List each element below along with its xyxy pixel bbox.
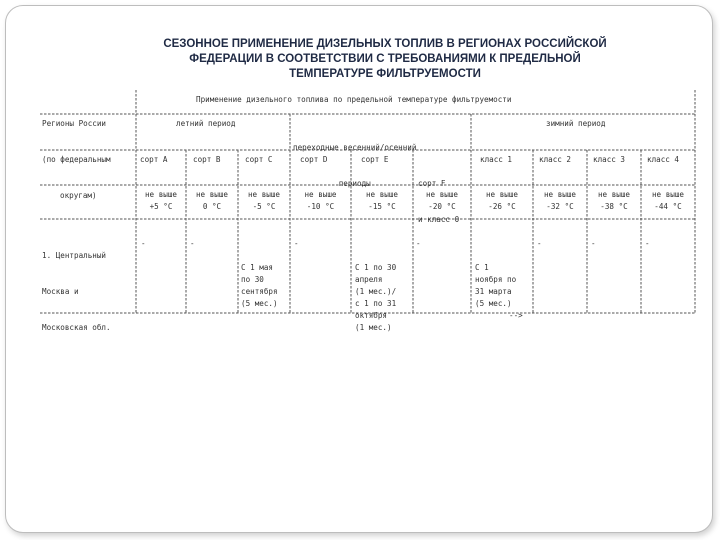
cell-class-4: - bbox=[645, 239, 650, 248]
cell-class-1: С 1 ноября по 31 марта (5 мес.) --> bbox=[475, 263, 523, 320]
period-summer: летний период bbox=[176, 119, 236, 128]
main-header: Применение дизельного топлива по предельной температуре фильтруемости bbox=[196, 95, 512, 104]
sort-c: сорт С bbox=[245, 155, 273, 164]
sort-a: сорт А bbox=[140, 155, 168, 164]
title-line-1: СЕЗОННОЕ ПРИМЕНЕНИЕ ДИЗЕЛЬНЫХ ТОПЛИВ В РЕГИОНАХ РОССИЙСКОЙ bbox=[163, 38, 607, 50]
region-header: Регионы России (по федеральным округам) bbox=[42, 119, 111, 200]
cell-sort-c: С 1 мая по 30 сентября (5 мес.) bbox=[241, 263, 278, 308]
limit-c: не выше -5 °С bbox=[247, 190, 280, 211]
title-line-3: ТЕМПЕРАТУРЕ ФИЛЬТРУЕМОСТИ bbox=[289, 68, 481, 80]
limit-d: не выше -10 °С bbox=[304, 190, 337, 211]
limit-a: не выше +5 °С bbox=[144, 190, 177, 211]
limit-class-3: не выше -38 °С bbox=[597, 190, 630, 211]
sort-b: сорт В bbox=[193, 155, 221, 164]
cell-sort-d: - bbox=[294, 239, 299, 248]
sort-e: сорт E bbox=[361, 155, 389, 164]
class-2: класс 2 bbox=[539, 155, 572, 164]
limit-e: не выше -15 °С bbox=[365, 190, 398, 211]
cell-sort-f: - bbox=[416, 239, 421, 248]
cell-class-2: - bbox=[537, 239, 542, 248]
limit-class-4: не выше -44 °С bbox=[651, 190, 684, 211]
sort-f: сорт F и класс 0 bbox=[418, 179, 460, 224]
class-1: класс 1 bbox=[480, 155, 513, 164]
limit-class-2: не выше -32 °С bbox=[543, 190, 576, 211]
sort-d: сорт D bbox=[300, 155, 328, 164]
cell-sort-a: - bbox=[141, 239, 146, 248]
row-region: 1. Центральный Москва и Московская обл. bbox=[42, 251, 111, 332]
period-transition: переходные весенний/осенний периоды bbox=[293, 143, 417, 188]
limit-f: не выше -20 °С bbox=[425, 190, 458, 211]
class-4: класс 4 bbox=[647, 155, 680, 164]
limit-b: не выше 0 °С bbox=[195, 190, 228, 211]
cell-class-3: - bbox=[591, 239, 596, 248]
period-winter: зимний период bbox=[546, 119, 606, 128]
class-3: класс 3 bbox=[593, 155, 626, 164]
cell-sort-b: - bbox=[190, 239, 195, 248]
title-line-2: ФЕДЕРАЦИИ В СООТВЕТСТВИИ С ТРЕБОВАНИЯМИ К ПРЕДЕЛЬНОЙ bbox=[189, 53, 581, 65]
limit-class-1: не выше -26 °С bbox=[485, 190, 518, 211]
cell-sort-e: С 1 по 30 апреля (1 мес.)/ с 1 по 31 октября (1 мес.) bbox=[355, 263, 397, 332]
